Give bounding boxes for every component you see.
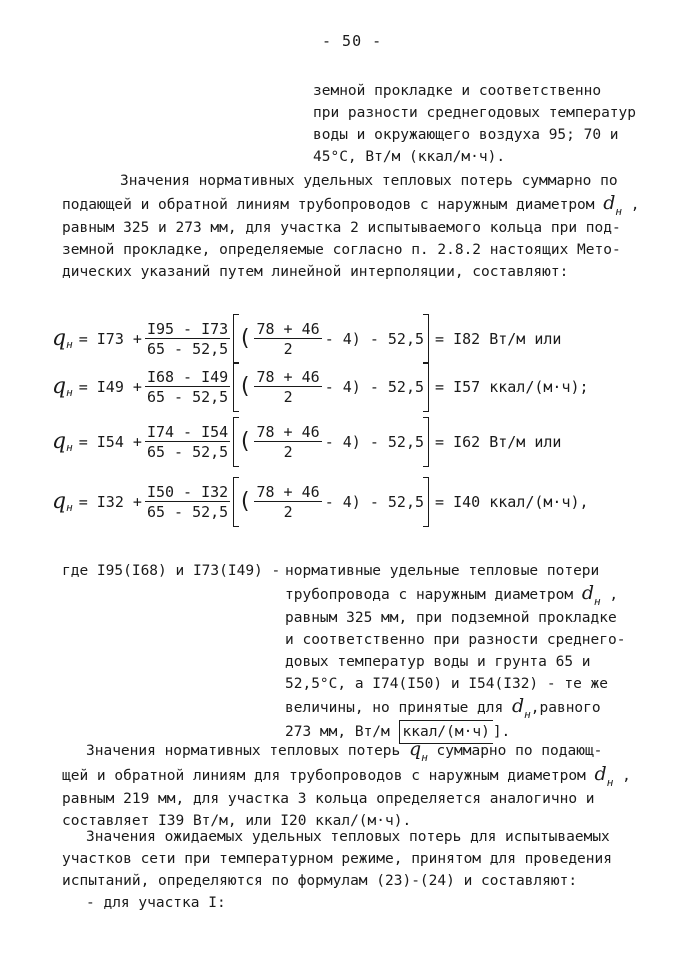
continuation-line: при разности среднегодовых температур [313, 105, 637, 121]
text-fragment: ,равного [530, 700, 601, 716]
q-subscript: н [66, 501, 73, 514]
text-fragment: . [501, 724, 511, 740]
text-fragment: , [622, 768, 631, 784]
where-definition [285, 560, 625, 744]
q-symbol: q [52, 429, 67, 454]
inner-rest: - 4) - 52,5 [324, 493, 425, 511]
inner-denominator: 2 [283, 502, 293, 521]
text-fragment: величины, но принятые для [285, 700, 504, 716]
fraction [145, 483, 230, 522]
paragraph-expected-losses [62, 826, 612, 914]
paragraph-219mm [62, 738, 631, 832]
text-fragment: , [630, 197, 640, 213]
q-subscript: н [421, 751, 428, 764]
diameter-subscript: н [615, 205, 623, 218]
q-symbol: q [52, 374, 67, 399]
diameter-subscript: н [606, 776, 614, 789]
diameter-symbol: d [603, 192, 616, 214]
definition-line: равным 325 мм, при подземной прокладке [285, 610, 617, 626]
paragraph-line: земной прокладке, определяемые согласно п. 2.8.2 настоящих Мето- [62, 242, 621, 258]
paragraph-line: испытаний, определяются по формулам (23)-(24) и составляют: [62, 873, 578, 889]
continuation-line: воды и окружающего воздуха 95; 70 и [313, 127, 619, 143]
inner-numerator: 78 + 46 [256, 367, 320, 386]
definition-line: и соответственно при разности среднего- [285, 632, 626, 648]
inner-rest: - 4) - 52,5 [324, 330, 425, 348]
definition-line: трубопровода с наружным диаметром $d_н$ , [285, 582, 619, 608]
diameter-subscript: н [524, 708, 531, 721]
formula-base: = I73 + [78, 330, 142, 348]
diameter-symbol: d [581, 582, 594, 604]
inner-numerator: 78 + 46 [256, 319, 320, 338]
fraction-denominator: 65 - 52,5 [146, 387, 229, 406]
inner-rest: - 4) - 52,5 [324, 433, 425, 451]
q-symbol: q [52, 326, 67, 351]
definition-line: нормативные удельные тепловые потери [285, 563, 600, 579]
square-bracket [233, 315, 429, 363]
fraction-numerator: I95 - I73 [146, 319, 229, 338]
paragraph-line: участков сети при температурном режиме, принятом для проведения [62, 851, 612, 867]
continuation-line: земной прокладке и соответственно [313, 83, 602, 99]
definition-line: 273 мм, Вт/м ккал/(м·ч) ]. [285, 720, 625, 744]
inner-denominator: 2 [283, 387, 293, 406]
diameter-symbol: d [511, 695, 525, 717]
inner-fraction [254, 320, 321, 359]
text-fragment: трубопровода с наружным диаметром [285, 587, 574, 603]
continuation-line: 45°С, Вт/м (ккал/м·ч). [313, 149, 506, 165]
fraction-numerator: I74 - I54 [146, 422, 229, 441]
q-subscript: н [66, 338, 73, 351]
paragraph-line: равным 219 мм, для участка 3 кольца определяется аналогично и [62, 791, 595, 807]
square-bracket [233, 363, 429, 411]
paragraph-line [62, 192, 640, 217]
formula-result: = I82 Вт/м или [435, 330, 562, 348]
fraction-denominator: 65 - 52,5 [146, 442, 229, 461]
fraction [145, 423, 230, 462]
text-fragment: Значения нормативных тепловых потерь [86, 743, 401, 759]
fraction-numerator: I50 - I32 [146, 482, 229, 501]
open-paren: ( [238, 489, 252, 514]
inner-fraction [254, 423, 321, 462]
formula-base: = I49 + [78, 378, 142, 396]
bracket-unit: ккал/(м·ч) [399, 720, 493, 744]
square-bracket [233, 478, 429, 526]
paragraph-line: составляет I39 Вт/м, или I20 ккал/(м·ч). [62, 813, 412, 829]
open-paren: ( [238, 326, 252, 351]
diameter-subscript: н [594, 595, 601, 608]
paragraph-line: Значения нормативных удельных тепловых потерь суммарно по [120, 173, 618, 189]
paragraph-heat-loss-values [62, 170, 640, 283]
fraction [145, 320, 230, 359]
formula-1 [52, 315, 561, 363]
fraction [145, 368, 230, 407]
q-subscript: н [66, 386, 73, 399]
definition-line [285, 695, 625, 720]
page-number: - 50 - [322, 32, 383, 50]
fraction-denominator: 65 - 52,5 [146, 339, 229, 358]
text-fragment: 273 мм, Вт/м [285, 724, 390, 740]
text-fragment: суммарно по подающ- [436, 743, 603, 759]
inner-numerator: 78 + 46 [256, 422, 320, 441]
paragraph-line: Значения ожидаемых удельных тепловых потерь для испытываемых [86, 829, 610, 845]
text-fragment: подающей и обратной линиям трубопроводов с наружным диаметром [62, 197, 595, 213]
inner-rest: - 4) - 52,5 [324, 378, 425, 396]
formula-base: = I54 + [78, 433, 142, 451]
inner-fraction [254, 368, 321, 407]
fraction-numerator: I68 - I49 [146, 367, 229, 386]
square-bracket [233, 418, 429, 466]
formula-result: = I40 ккал/(м·ч), [435, 493, 589, 511]
formula-result: = I57 ккал/(м·ч); [435, 378, 589, 396]
q-symbol: q [52, 489, 67, 514]
open-paren: ( [238, 429, 252, 454]
paragraph-line [62, 763, 631, 788]
continuation-text [313, 80, 636, 168]
q-subscript: н [66, 441, 73, 454]
inner-denominator: 2 [283, 442, 293, 461]
definition-line: довых температур воды и грунта 65 и [285, 654, 591, 670]
definition-line: 52,5°С, а I74(I50) и I54(I32) - те же [285, 676, 609, 692]
inner-numerator: 78 + 46 [256, 482, 320, 501]
formula-result: = I62 Вт/м или [435, 433, 562, 451]
formula-base: = I32 + [78, 493, 142, 511]
inner-denominator: 2 [283, 339, 293, 358]
paragraph-line [62, 738, 631, 763]
paragraph-line: равным 325 и 273 мм, для участка 2 испытываемого кольца при под- [62, 220, 621, 236]
formula-2 [52, 363, 589, 411]
formula-3 [52, 418, 561, 466]
q-symbol: q [409, 738, 422, 760]
formula-4 [52, 478, 589, 526]
where-label: где I95(I68) и I73(I49) - [62, 563, 281, 579]
paragraph-line: дических указаний путем линейной интерполяции, составляют: [62, 264, 569, 280]
paragraph-line: - для участка I: [86, 895, 226, 911]
fraction-denominator: 65 - 52,5 [146, 502, 229, 521]
text-fragment: щей и обратной линиям для трубопроводов с наружным диаметром [62, 768, 586, 784]
open-paren: ( [238, 374, 252, 399]
diameter-symbol: d [594, 763, 607, 785]
inner-fraction [254, 483, 321, 522]
